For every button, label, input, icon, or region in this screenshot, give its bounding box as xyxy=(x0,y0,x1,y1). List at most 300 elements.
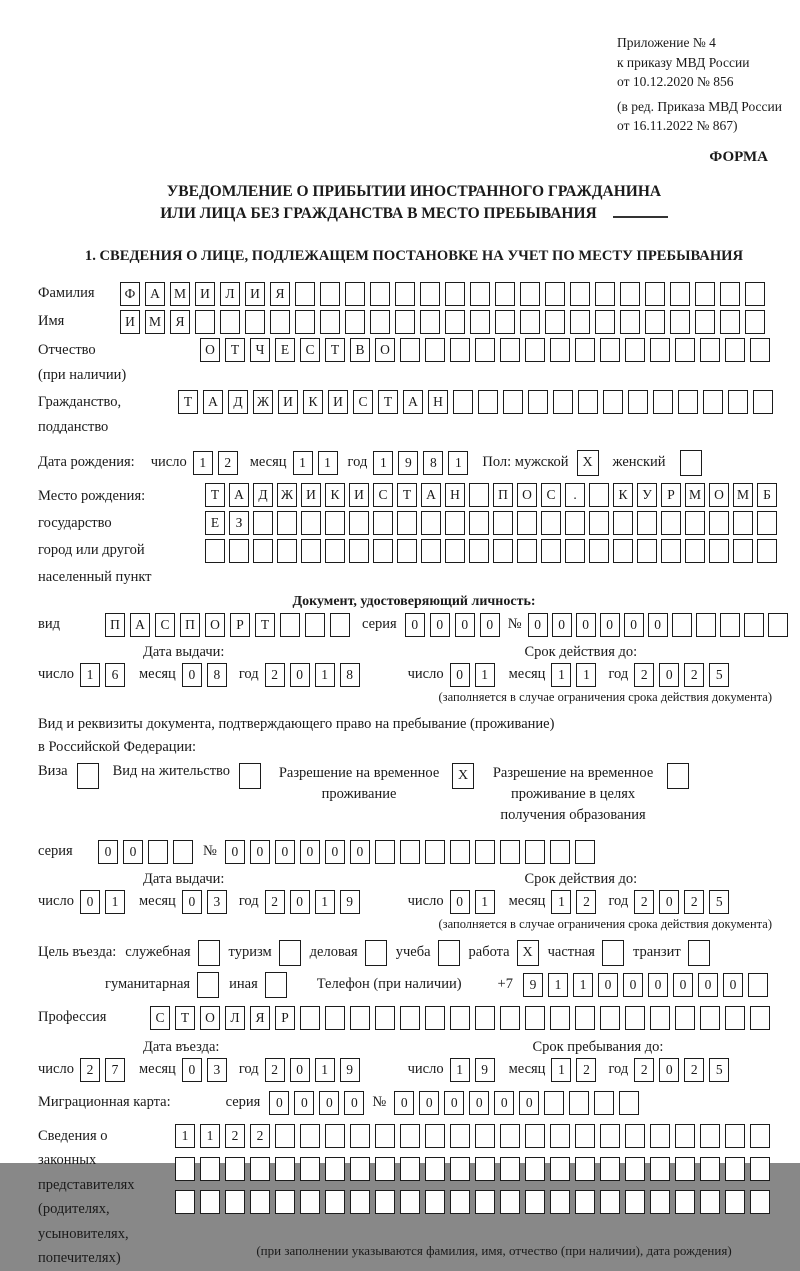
form-cell[interactable]: 0 xyxy=(673,973,693,997)
form-cell[interactable]: 0 xyxy=(80,890,100,914)
form-cell[interactable] xyxy=(445,539,465,563)
form-cell[interactable] xyxy=(600,1006,620,1030)
form-cell[interactable]: 0 xyxy=(290,663,310,687)
form-cell[interactable] xyxy=(470,310,490,334)
form-cell[interactable]: С xyxy=(541,483,561,507)
form-cell[interactable] xyxy=(475,1157,495,1181)
form-cell[interactable]: И xyxy=(349,483,369,507)
form-cell[interactable] xyxy=(594,1091,614,1115)
form-cell[interactable] xyxy=(525,1124,545,1148)
form-cell[interactable] xyxy=(225,1190,245,1214)
form-cell[interactable]: 1 xyxy=(576,663,596,687)
form-cell[interactable] xyxy=(544,1091,564,1115)
form-cell[interactable] xyxy=(650,338,670,362)
form-cell[interactable]: Т xyxy=(397,483,417,507)
form-cell[interactable] xyxy=(425,338,445,362)
form-cell[interactable] xyxy=(350,1006,370,1030)
sex-female-checkbox[interactable] xyxy=(680,450,702,476)
form-cell[interactable]: 0 xyxy=(600,613,620,637)
form-cell[interactable]: 2 xyxy=(80,1058,100,1082)
form-cell[interactable]: 0 xyxy=(405,613,425,637)
form-cell[interactable] xyxy=(645,282,665,306)
form-cell[interactable]: И xyxy=(301,483,321,507)
form-cell[interactable]: А xyxy=(403,390,423,414)
residence-permit-checkbox[interactable] xyxy=(239,763,261,789)
form-cell[interactable]: 1 xyxy=(548,973,568,997)
form-cell[interactable] xyxy=(253,511,273,535)
form-cell[interactable]: А xyxy=(229,483,249,507)
form-cell[interactable]: Т xyxy=(378,390,398,414)
form-cell[interactable]: 0 xyxy=(290,1058,310,1082)
form-cell[interactable] xyxy=(750,1157,770,1181)
form-cell[interactable] xyxy=(565,511,585,535)
form-cell[interactable]: 0 xyxy=(659,890,679,914)
form-cell[interactable] xyxy=(475,1190,495,1214)
form-cell[interactable]: 1 xyxy=(551,1058,571,1082)
form-cell[interactable] xyxy=(493,539,513,563)
form-cell[interactable] xyxy=(301,511,321,535)
form-cell[interactable]: И xyxy=(278,390,298,414)
form-cell[interactable]: 1 xyxy=(551,890,571,914)
form-cell[interactable]: А xyxy=(145,282,165,306)
form-cell[interactable] xyxy=(637,511,657,535)
form-cell[interactable] xyxy=(425,1006,445,1030)
form-cell[interactable] xyxy=(744,613,764,637)
form-cell[interactable] xyxy=(450,1124,470,1148)
form-cell[interactable]: К xyxy=(325,483,345,507)
form-cell[interactable] xyxy=(733,539,753,563)
form-cell[interactable] xyxy=(453,390,473,414)
form-cell[interactable]: 5 xyxy=(709,663,729,687)
form-cell[interactable]: Е xyxy=(205,511,225,535)
form-cell[interactable] xyxy=(525,1190,545,1214)
form-cell[interactable] xyxy=(700,1157,720,1181)
temp-residence-education-checkbox[interactable] xyxy=(667,763,689,789)
form-cell[interactable]: 6 xyxy=(105,663,125,687)
form-cell[interactable] xyxy=(495,310,515,334)
form-cell[interactable]: И xyxy=(120,310,140,334)
form-cell[interactable] xyxy=(445,282,465,306)
form-cell[interactable] xyxy=(720,613,740,637)
form-cell[interactable] xyxy=(503,390,523,414)
form-cell[interactable]: 0 xyxy=(648,613,668,637)
form-cell[interactable] xyxy=(620,282,640,306)
form-cell[interactable] xyxy=(375,1006,395,1030)
form-cell[interactable] xyxy=(600,1124,620,1148)
form-cell[interactable] xyxy=(370,282,390,306)
form-cell[interactable] xyxy=(277,539,297,563)
form-cell[interactable]: 0 xyxy=(419,1091,439,1115)
form-cell[interactable]: 0 xyxy=(598,973,618,997)
form-cell[interactable] xyxy=(625,1157,645,1181)
form-cell[interactable]: 0 xyxy=(319,1091,339,1115)
form-cell[interactable] xyxy=(545,310,565,334)
form-cell[interactable] xyxy=(375,1157,395,1181)
form-cell[interactable] xyxy=(445,511,465,535)
form-cell[interactable] xyxy=(703,390,723,414)
form-cell[interactable] xyxy=(565,539,585,563)
purpose-work-checkbox[interactable]: X xyxy=(517,940,539,966)
form-cell[interactable]: 1 xyxy=(475,890,495,914)
form-cell[interactable]: 2 xyxy=(684,1058,704,1082)
form-cell[interactable]: 2 xyxy=(576,890,596,914)
form-cell[interactable]: 0 xyxy=(225,840,245,864)
form-cell[interactable]: 1 xyxy=(193,451,213,475)
form-cell[interactable] xyxy=(725,1190,745,1214)
form-cell[interactable]: 9 xyxy=(340,890,360,914)
form-cell[interactable] xyxy=(550,338,570,362)
form-cell[interactable] xyxy=(550,840,570,864)
form-cell[interactable]: Ж xyxy=(253,390,273,414)
form-cell[interactable] xyxy=(375,1124,395,1148)
form-cell[interactable] xyxy=(700,338,720,362)
form-cell[interactable] xyxy=(650,1006,670,1030)
form-cell[interactable] xyxy=(305,613,325,637)
form-cell[interactable] xyxy=(400,1124,420,1148)
form-cell[interactable]: С xyxy=(155,613,175,637)
form-cell[interactable]: О xyxy=(205,613,225,637)
form-cell[interactable] xyxy=(569,1091,589,1115)
form-cell[interactable]: Ч xyxy=(250,338,270,362)
form-cell[interactable] xyxy=(300,1157,320,1181)
visa-checkbox[interactable] xyxy=(77,763,99,789)
form-cell[interactable] xyxy=(670,282,690,306)
form-cell[interactable] xyxy=(205,539,225,563)
form-cell[interactable]: Л xyxy=(225,1006,245,1030)
form-cell[interactable]: 0 xyxy=(450,890,470,914)
form-cell[interactable]: С xyxy=(300,338,320,362)
form-cell[interactable] xyxy=(625,338,645,362)
form-cell[interactable] xyxy=(325,1157,345,1181)
form-cell[interactable] xyxy=(637,539,657,563)
form-cell[interactable] xyxy=(628,390,648,414)
form-cell[interactable] xyxy=(270,310,290,334)
form-cell[interactable] xyxy=(325,1190,345,1214)
form-cell[interactable]: Я xyxy=(250,1006,270,1030)
form-cell[interactable]: Я xyxy=(270,282,290,306)
form-cell[interactable] xyxy=(750,1006,770,1030)
form-cell[interactable] xyxy=(589,511,609,535)
form-cell[interactable] xyxy=(300,1124,320,1148)
form-cell[interactable]: 0 xyxy=(300,840,320,864)
form-cell[interactable]: 0 xyxy=(659,1058,679,1082)
form-cell[interactable] xyxy=(589,539,609,563)
form-cell[interactable] xyxy=(400,1157,420,1181)
form-cell[interactable]: Б xyxy=(757,483,777,507)
form-cell[interactable]: 2 xyxy=(218,451,238,475)
form-cell[interactable]: О xyxy=(200,1006,220,1030)
form-cell[interactable] xyxy=(695,282,715,306)
form-cell[interactable] xyxy=(275,1157,295,1181)
purpose-official-checkbox[interactable] xyxy=(198,940,220,966)
form-cell[interactable]: П xyxy=(493,483,513,507)
form-cell[interactable] xyxy=(478,390,498,414)
form-cell[interactable]: 1 xyxy=(315,890,335,914)
form-cell[interactable] xyxy=(475,338,495,362)
form-cell[interactable]: З xyxy=(229,511,249,535)
form-cell[interactable]: А xyxy=(421,483,441,507)
form-cell[interactable] xyxy=(520,310,540,334)
form-cell[interactable] xyxy=(350,1190,370,1214)
form-cell[interactable]: 7 xyxy=(105,1058,125,1082)
form-cell[interactable] xyxy=(575,1190,595,1214)
form-cell[interactable] xyxy=(545,282,565,306)
form-cell[interactable] xyxy=(578,390,598,414)
form-cell[interactable] xyxy=(500,1006,520,1030)
form-cell[interactable]: Р xyxy=(230,613,250,637)
form-cell[interactable] xyxy=(661,539,681,563)
form-cell[interactable]: 9 xyxy=(475,1058,495,1082)
form-cell[interactable] xyxy=(678,390,698,414)
form-cell[interactable]: 1 xyxy=(80,663,100,687)
form-cell[interactable] xyxy=(400,840,420,864)
form-cell[interactable] xyxy=(225,1157,245,1181)
form-cell[interactable] xyxy=(675,1190,695,1214)
form-cell[interactable]: Д xyxy=(228,390,248,414)
form-cell[interactable]: 0 xyxy=(182,663,202,687)
form-cell[interactable] xyxy=(469,511,489,535)
form-cell[interactable] xyxy=(575,1006,595,1030)
form-cell[interactable] xyxy=(425,1190,445,1214)
form-cell[interactable]: 2 xyxy=(225,1124,245,1148)
form-cell[interactable]: Т xyxy=(325,338,345,362)
form-cell[interactable]: И xyxy=(195,282,215,306)
form-cell[interactable] xyxy=(495,282,515,306)
form-cell[interactable] xyxy=(595,310,615,334)
form-cell[interactable]: 0 xyxy=(450,663,470,687)
form-cell[interactable] xyxy=(475,1006,495,1030)
form-cell[interactable] xyxy=(445,310,465,334)
form-cell[interactable]: 0 xyxy=(350,840,370,864)
form-cell[interactable] xyxy=(493,511,513,535)
form-cell[interactable] xyxy=(550,1157,570,1181)
form-cell[interactable] xyxy=(670,310,690,334)
form-cell[interactable] xyxy=(675,1124,695,1148)
form-cell[interactable]: 8 xyxy=(340,663,360,687)
form-cell[interactable] xyxy=(275,1124,295,1148)
form-cell[interactable] xyxy=(373,511,393,535)
form-cell[interactable] xyxy=(220,310,240,334)
form-cell[interactable] xyxy=(613,539,633,563)
form-cell[interactable] xyxy=(720,310,740,334)
form-cell[interactable]: Т xyxy=(205,483,225,507)
form-cell[interactable]: 9 xyxy=(340,1058,360,1082)
form-cell[interactable]: У xyxy=(637,483,657,507)
form-cell[interactable]: 2 xyxy=(634,890,654,914)
form-cell[interactable] xyxy=(280,613,300,637)
purpose-other-checkbox[interactable] xyxy=(265,972,287,998)
form-cell[interactable] xyxy=(525,840,545,864)
form-cell[interactable] xyxy=(500,840,520,864)
form-cell[interactable] xyxy=(525,1157,545,1181)
form-cell[interactable] xyxy=(589,483,609,507)
purpose-transit-checkbox[interactable] xyxy=(688,940,710,966)
form-cell[interactable] xyxy=(600,1190,620,1214)
form-cell[interactable] xyxy=(375,1190,395,1214)
form-cell[interactable] xyxy=(733,511,753,535)
form-cell[interactable]: Д xyxy=(253,483,273,507)
form-cell[interactable] xyxy=(575,1157,595,1181)
form-cell[interactable]: Т xyxy=(178,390,198,414)
form-cell[interactable] xyxy=(500,1157,520,1181)
form-cell[interactable] xyxy=(700,1124,720,1148)
form-cell[interactable] xyxy=(195,310,215,334)
form-cell[interactable]: 3 xyxy=(207,890,227,914)
form-cell[interactable]: И xyxy=(328,390,348,414)
form-cell[interactable]: 0 xyxy=(325,840,345,864)
form-cell[interactable] xyxy=(570,282,590,306)
form-cell[interactable]: 0 xyxy=(552,613,572,637)
form-cell[interactable] xyxy=(595,282,615,306)
form-cell[interactable] xyxy=(300,1190,320,1214)
form-cell[interactable]: 8 xyxy=(423,451,443,475)
form-cell[interactable]: 0 xyxy=(98,840,118,864)
form-cell[interactable] xyxy=(525,338,545,362)
form-cell[interactable] xyxy=(619,1091,639,1115)
form-cell[interactable]: 1 xyxy=(373,451,393,475)
form-cell[interactable]: Е xyxy=(275,338,295,362)
form-cell[interactable] xyxy=(550,1006,570,1030)
form-cell[interactable]: 1 xyxy=(551,663,571,687)
purpose-humanitarian-checkbox[interactable] xyxy=(197,972,219,998)
form-cell[interactable]: 3 xyxy=(207,1058,227,1082)
form-cell[interactable] xyxy=(725,1006,745,1030)
form-cell[interactable]: 1 xyxy=(175,1124,195,1148)
form-cell[interactable] xyxy=(245,310,265,334)
form-cell[interactable] xyxy=(421,539,441,563)
form-cell[interactable]: 0 xyxy=(659,663,679,687)
form-cell[interactable] xyxy=(696,613,716,637)
form-cell[interactable] xyxy=(550,1124,570,1148)
form-cell[interactable]: 0 xyxy=(250,840,270,864)
form-cell[interactable]: 0 xyxy=(444,1091,464,1115)
form-cell[interactable]: 0 xyxy=(290,890,310,914)
form-cell[interactable]: О xyxy=(200,338,220,362)
form-cell[interactable] xyxy=(541,539,561,563)
form-cell[interactable]: 0 xyxy=(723,973,743,997)
form-cell[interactable]: М xyxy=(170,282,190,306)
form-cell[interactable]: Ж xyxy=(277,483,297,507)
temp-residence-checkbox[interactable]: X xyxy=(452,763,474,789)
form-cell[interactable]: 1 xyxy=(105,890,125,914)
form-cell[interactable]: 2 xyxy=(684,890,704,914)
form-cell[interactable]: Н xyxy=(428,390,448,414)
form-cell[interactable] xyxy=(768,613,788,637)
form-cell[interactable] xyxy=(620,310,640,334)
form-cell[interactable]: Т xyxy=(175,1006,195,1030)
form-cell[interactable]: 0 xyxy=(480,613,500,637)
purpose-private-checkbox[interactable] xyxy=(602,940,624,966)
form-cell[interactable] xyxy=(173,840,193,864)
form-cell[interactable]: 0 xyxy=(269,1091,289,1115)
form-cell[interactable]: 0 xyxy=(623,973,643,997)
form-cell[interactable] xyxy=(325,1006,345,1030)
form-cell[interactable]: . xyxy=(565,483,585,507)
form-cell[interactable] xyxy=(575,840,595,864)
form-cell[interactable] xyxy=(613,511,633,535)
form-cell[interactable]: Я xyxy=(170,310,190,334)
form-cell[interactable] xyxy=(450,840,470,864)
sex-male-checkbox[interactable]: X xyxy=(577,450,599,476)
form-cell[interactable] xyxy=(250,1190,270,1214)
form-cell[interactable] xyxy=(295,310,315,334)
form-cell[interactable] xyxy=(750,1124,770,1148)
form-cell[interactable]: М xyxy=(685,483,705,507)
form-cell[interactable]: С xyxy=(353,390,373,414)
form-cell[interactable]: К xyxy=(613,483,633,507)
form-cell[interactable] xyxy=(450,338,470,362)
form-cell[interactable] xyxy=(750,1190,770,1214)
form-cell[interactable] xyxy=(301,539,321,563)
form-cell[interactable] xyxy=(275,1190,295,1214)
form-cell[interactable] xyxy=(349,511,369,535)
form-cell[interactable]: 2 xyxy=(634,1058,654,1082)
form-cell[interactable]: 1 xyxy=(293,451,313,475)
form-cell[interactable] xyxy=(700,1006,720,1030)
form-cell[interactable] xyxy=(517,539,537,563)
form-cell[interactable] xyxy=(650,1124,670,1148)
form-cell[interactable] xyxy=(520,282,540,306)
form-cell[interactable] xyxy=(603,390,623,414)
form-cell[interactable]: Т xyxy=(225,338,245,362)
purpose-business-checkbox[interactable] xyxy=(365,940,387,966)
form-cell[interactable]: Н xyxy=(445,483,465,507)
form-cell[interactable] xyxy=(675,1006,695,1030)
form-cell[interactable]: А xyxy=(130,613,150,637)
form-cell[interactable]: Ф xyxy=(120,282,140,306)
form-cell[interactable]: 1 xyxy=(573,973,593,997)
form-cell[interactable] xyxy=(295,282,315,306)
form-cell[interactable] xyxy=(200,1157,220,1181)
form-cell[interactable] xyxy=(653,390,673,414)
form-cell[interactable] xyxy=(672,613,692,637)
form-cell[interactable] xyxy=(397,539,417,563)
form-cell[interactable]: 5 xyxy=(709,890,729,914)
form-cell[interactable]: 0 xyxy=(182,1058,202,1082)
form-cell[interactable]: 0 xyxy=(394,1091,414,1115)
form-cell[interactable] xyxy=(600,1157,620,1181)
form-cell[interactable] xyxy=(400,1006,420,1030)
form-cell[interactable] xyxy=(550,1190,570,1214)
form-cell[interactable] xyxy=(425,1124,445,1148)
form-cell[interactable]: 1 xyxy=(315,1058,335,1082)
form-cell[interactable] xyxy=(450,1006,470,1030)
form-cell[interactable] xyxy=(650,1190,670,1214)
form-cell[interactable] xyxy=(425,840,445,864)
form-cell[interactable]: Л xyxy=(220,282,240,306)
form-cell[interactable] xyxy=(470,282,490,306)
form-cell[interactable] xyxy=(725,1157,745,1181)
form-cell[interactable] xyxy=(200,1190,220,1214)
form-cell[interactable] xyxy=(420,282,440,306)
form-cell[interactable] xyxy=(700,1190,720,1214)
form-cell[interactable]: 2 xyxy=(684,663,704,687)
form-cell[interactable] xyxy=(570,310,590,334)
form-cell[interactable]: 1 xyxy=(318,451,338,475)
form-cell[interactable] xyxy=(757,511,777,535)
form-cell[interactable] xyxy=(320,310,340,334)
form-cell[interactable] xyxy=(475,840,495,864)
form-cell[interactable] xyxy=(350,1157,370,1181)
form-cell[interactable] xyxy=(469,539,489,563)
form-cell[interactable] xyxy=(229,539,249,563)
form-cell[interactable] xyxy=(373,539,393,563)
form-cell[interactable]: С xyxy=(373,483,393,507)
form-cell[interactable]: 9 xyxy=(398,451,418,475)
form-cell[interactable] xyxy=(350,1124,370,1148)
form-cell[interactable] xyxy=(395,282,415,306)
form-cell[interactable] xyxy=(450,1190,470,1214)
